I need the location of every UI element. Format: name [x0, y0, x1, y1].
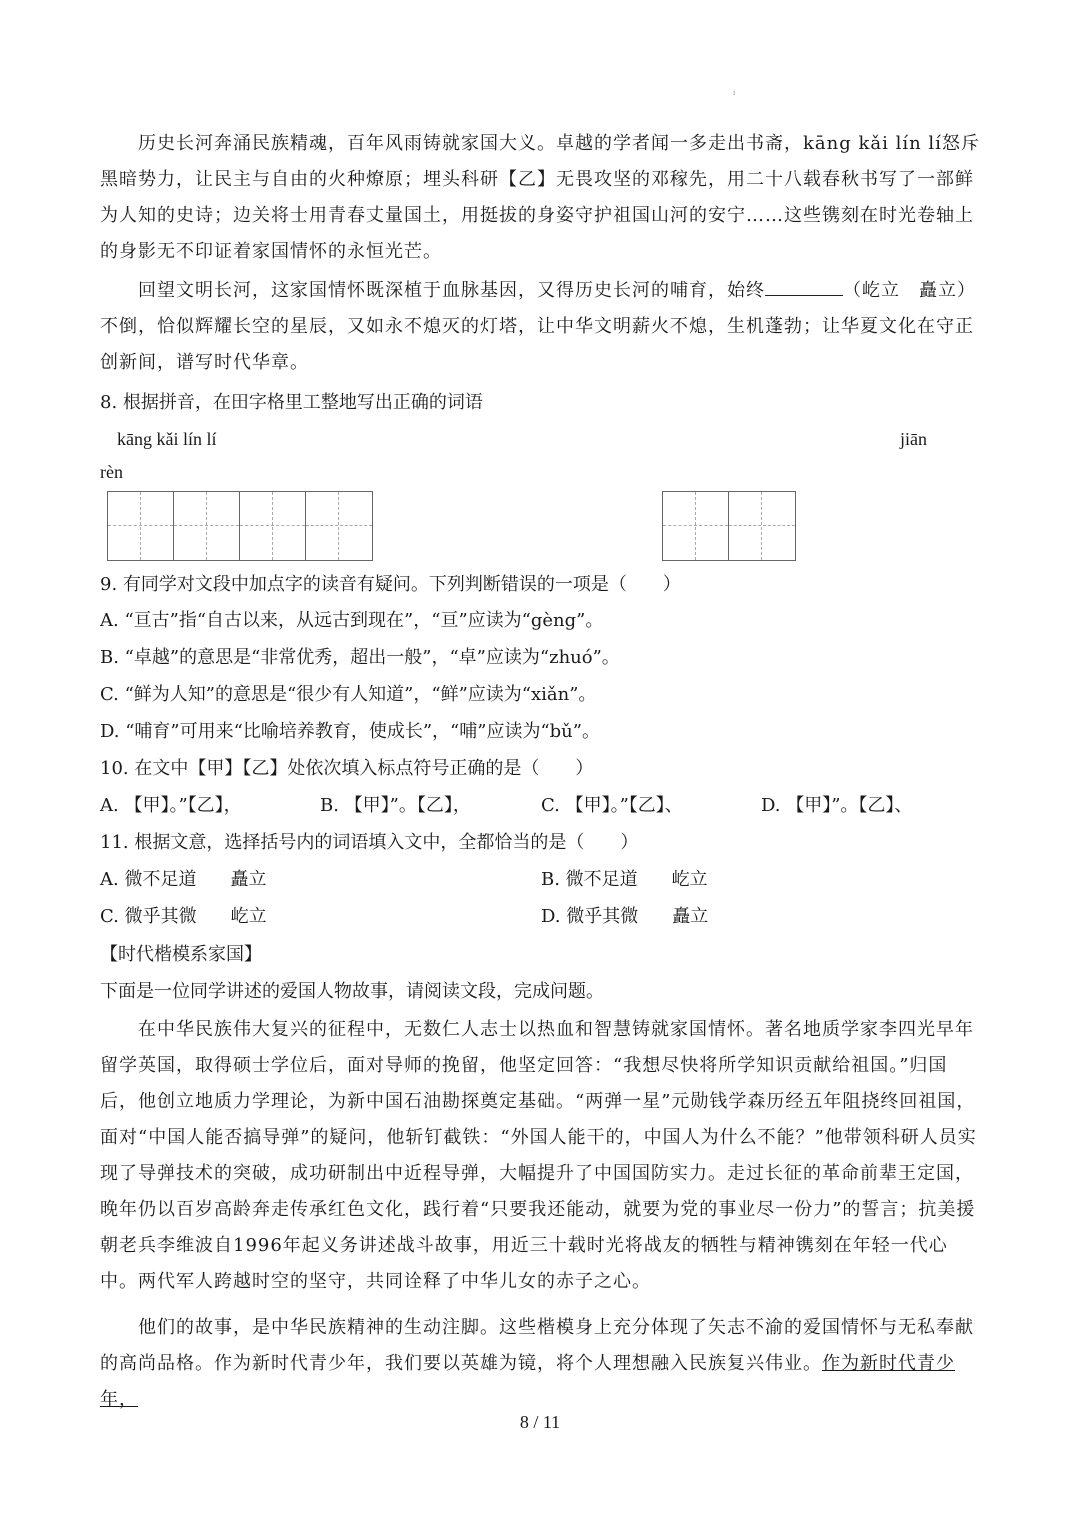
q11-b-word1: 微不足道 [565, 869, 638, 890]
passage-p2-after: （屹立 矗立）不倒，恰似辉耀长空的星辰，又如永不熄灭的灯塔，让中华文明薪火不熄，生机蓬勃；让华夏文化在守正创新间，谱写时代华章。 [100, 280, 976, 373]
q8-pinyin-left: kāng kǎi lín lí [117, 429, 217, 449]
q11-d-word1: 微乎其微 [566, 906, 639, 927]
grid-cell[interactable] [240, 492, 306, 560]
q11-a-word1: 微不足道 [124, 869, 197, 890]
q8-pinyin-right-1: jiān [900, 429, 927, 449]
q11-b-word2: 屹立 [671, 869, 708, 890]
story-p2-underlined: 作为新时代青少年， [100, 1353, 955, 1410]
passage-paragraph-2 [100, 273, 980, 381]
q11-d-letter: D. [541, 906, 567, 927]
grid-cell[interactable] [108, 492, 174, 560]
q10-option-d: D. 【甲】”。【乙】、 [761, 795, 913, 816]
q11-b-letter: B. [541, 869, 566, 890]
question-10-title: 10. 在文中【甲】【乙】处依次填入标点符号正确的是（ ） [100, 758, 594, 779]
grid-cell[interactable] [729, 492, 795, 560]
q11-option-d [541, 903, 708, 931]
grid-cell[interactable] [306, 492, 372, 560]
story-paragraph-2 [100, 1310, 980, 1418]
passage-paragraph-1: 历史长河奔涌民族精魂，百年风雨铸就家国大义。卓越的学者闻一多走出书斋，kāng kǎi lín lí怒斥黑暗势力，让民主与自由的火种燎原；埋头科研【乙】无畏攻坚的邓稼先，用二十八载春秋书写了一部鲜为人知的史诗；边关将士用青春丈量国土，用挺拔的身姿守护祖国山河的安宁……这些镌刻在时光卷轴上的身影无不印证着家国情怀的永恒光芒。 [100, 133, 980, 262]
writing-grid-right[interactable] [662, 491, 796, 561]
q11-d-word2: 矗立 [672, 906, 709, 927]
grid-cell[interactable] [663, 492, 729, 560]
q11-option-a [100, 866, 266, 894]
q11-option-c [100, 903, 267, 931]
fill-blank[interactable] [765, 277, 843, 296]
grid-cell[interactable] [174, 492, 240, 560]
q8-pinyin-right-2: rèn [100, 462, 123, 482]
q11-c-word2: 屹立 [230, 906, 267, 927]
passage-p2-before: 回望文明长河，这家国情怀既深植于血脉基因，又得历史长河的哺育，始终 [138, 280, 765, 301]
q9-option-d: D. “哺育”可用来“比喻培养教育，使成长”，“哺”应读为“bǔ”。 [100, 721, 600, 742]
q9-option-b: B. “卓越”的意思是“非常优秀，超出一般”，“卓”应读为“zhuó”。 [100, 647, 620, 668]
q10-option-a: A. 【甲】。”【乙】， [100, 795, 242, 816]
section-intro: 下面是一位同学讲述的爱国人物故事，请阅读文段，完成问题。 [100, 981, 604, 1002]
q11-option-b [541, 866, 708, 894]
q11-c-letter: C. [100, 906, 125, 927]
question-8-title: 8. 根据拼音，在田字格里工整地写出正确的词语 [100, 392, 483, 413]
q11-a-letter: A. [100, 869, 125, 890]
q9-option-a: A. “亘古”指“自古以来，从远古到现在”，“亘”应读为“gèng”。 [100, 610, 604, 631]
question-11-title: 11. 根据文意，选择括号内的词语填入文中，全都恰当的是（ ） [100, 832, 639, 853]
writing-grid-left[interactable] [107, 491, 373, 561]
story-paragraph-1: 在中华民族伟大复兴的征程中，无数仁人志士以热血和智慧铸就家国情怀。著名地质学家李四光早年留学英国，取得硕士学位后，面对导师的挽留，他坚定回答：“我想尽快将所学知识贡献给祖国。”归国后，他创立地质力学理论，为新中国石油勘探奠定基础。“两弹一星”元勋钱学森历经五年阻挠终回祖国，面对“中国人能否搞导弹”的疑问，他斩钉截铁：“外国人能干的，中国人为什么不能？”他带领科研人员实现了导弹技术的突破，成功研制出中近程导弹，大幅提升了中国国防实力。走过长征的革命前辈王定国，晚年仍以百岁高龄奔走传承红色文化，践行着“只要我还能动，就要为党的事业尽一份力”的誓言；抗美援朝老兵李维波自1996年起义务讲述战斗故事，用近三十载时光将战友的牺牲与精神镌刻在年轻一代心中。两代军人跨越时空的坚守，共同诠释了中华儿女的赤子之心。 [100, 1019, 977, 1292]
section-heading: 【时代楷模系家国】 [100, 944, 262, 965]
q11-c-word1: 微乎其微 [124, 906, 197, 927]
q10-option-c: C. 【甲】。”【乙】、 [541, 795, 683, 816]
q11-a-word2: 矗立 [230, 869, 267, 890]
question-9-title: 9. 有同学对文段中加点字的读音有疑问。下列判断错误的一项是（ ） [100, 574, 681, 595]
story-p2-text: 他们的故事，是中华民族精神的生动注脚。这些楷模身上充分体现了矢志不渝的爱国情怀与无私奉献的高尚品格。作为新时代青少年，我们要以英雄为镜，将个人理想融入民族复兴伟业。 [100, 1317, 974, 1374]
page-number: 8 / 11 [519, 1412, 561, 1432]
scan-mark: i [733, 89, 736, 97]
q10-option-b: B. 【甲】”。【乙】， [320, 795, 471, 816]
q9-option-c: C. “鲜为人知”的意思是“很少有人知道”，“鲜”应读为“xiǎn”。 [100, 684, 597, 705]
